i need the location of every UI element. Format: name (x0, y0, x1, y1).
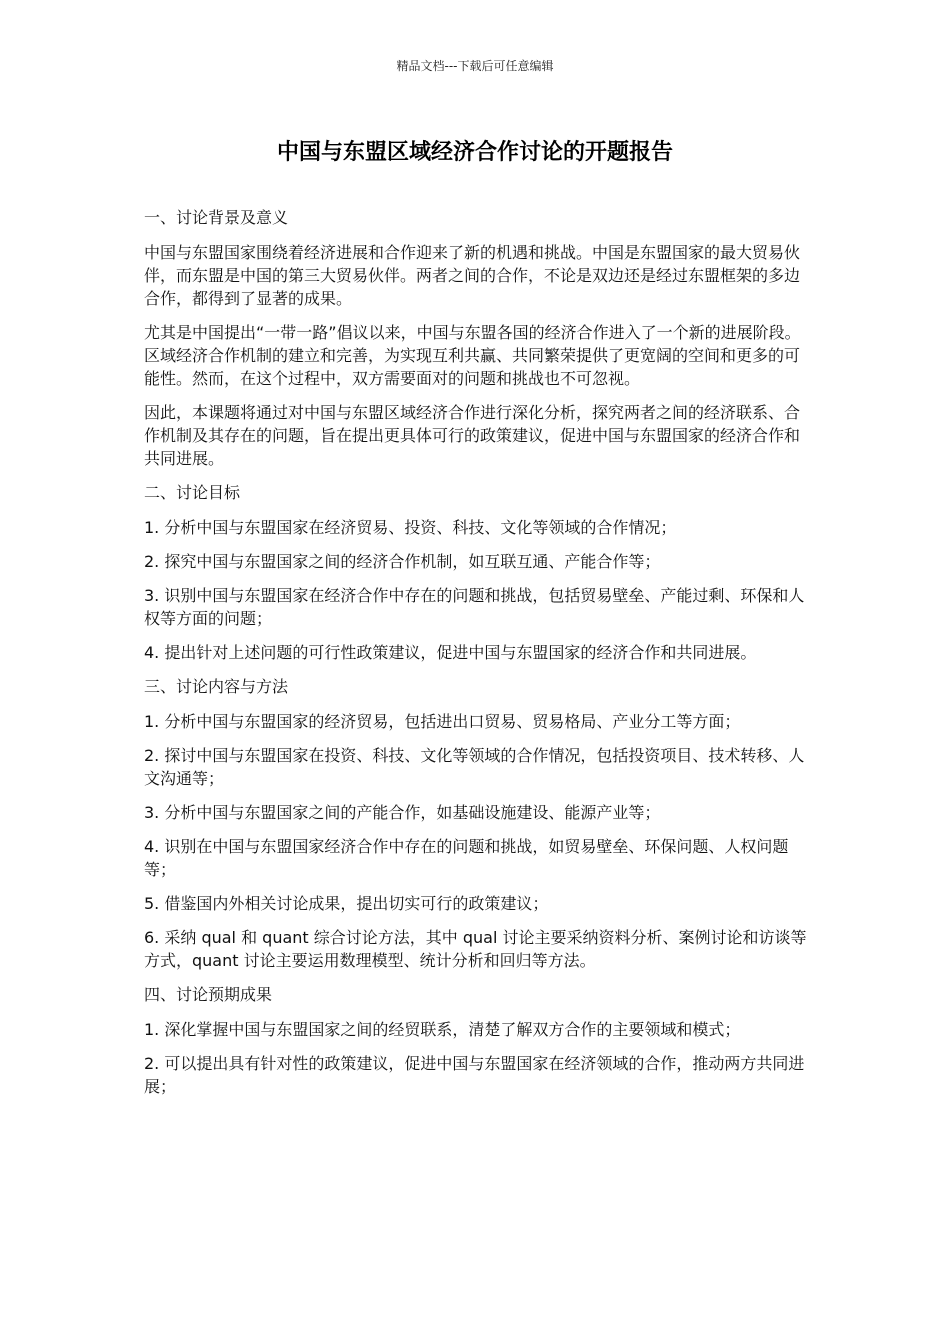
section-2-item: 1. 分析中国与东盟国家在经济贸易、投资、科技、文化等领域的合作情况； (144, 518, 677, 537)
section-3-item: 6. 采纳 qual 和 quant 综合讨论方法，其中 qual 讨论主要采纳资料分析、案例讨论和访谈等方式，quant 讨论主要运用数理模型、统计分析和回归等方法。 (144, 928, 807, 970)
section-1-paragraph: 中国与东盟国家围绕着经济进展和合作迎来了新的机遇和挑战。中国是东盟国家的最大贸易伙伴，而东盟是中国的第三大贸易伙伴。两者之间的合作，不论是双边还是经过东盟框架的多边合作，都得到了显著的成果。 (144, 243, 801, 308)
section-2-item: 4. 提出针对上述问题的可行性政策建议，促进中国与东盟国家的经济合作和共同进展。 (144, 643, 757, 662)
section-3-item: 4. 识别在中国与东盟国家经济合作中存在的问题和挑战，如贸易壁垒、环保问题、人权问题等； (144, 837, 789, 879)
section-3-item: 5. 借鉴国内外相关讨论成果，提出切实可行的政策建议； (144, 894, 549, 913)
section-3-item: 3. 分析中国与东盟国家之间的产能合作，如基础设施建设、能源产业等； (144, 803, 661, 822)
section-3-item: 1. 分析中国与东盟国家的经济贸易，包括进出口贸易、贸易格局、产业分工等方面； (144, 712, 741, 731)
section-3-heading: 三、讨论内容与方法 (144, 677, 289, 696)
section-3-item: 2. 探讨中国与东盟国家在投资、科技、文化等领域的合作情况，包括投资项目、技术转移、人文沟通等； (144, 746, 805, 788)
section-4-heading: 四、讨论预期成果 (144, 985, 273, 1004)
section-4-item: 2. 可以提出具有针对性的政策建议，促进中国与东盟国家在经济领域的合作，推动两方共同进展； (144, 1054, 805, 1096)
section-2-item: 3. 识别中国与东盟国家在经济合作中存在的问题和挑战，包括贸易壁垒、产能过剩、环保和人权等方面的问题； (144, 586, 805, 628)
section-2-item: 2. 探究中国与东盟国家之间的经济合作机制，如互联互通、产能合作等； (144, 552, 661, 571)
section-2-heading: 二、讨论目标 (144, 483, 241, 502)
page-header: 精品文档---下载后可任意编辑 (396, 59, 554, 73)
section-1-paragraph: 尤其是中国提出“一带一路”倡议以来，中国与东盟各国的经济合作进入了一个新的进展阶段。区域经济合作机制的建立和完善，为实现互利共赢、共同繁荣提供了更宽阔的空间和更多的可能性。然而，在这个过程中，双方需要面对的问题和挑战也不可忽视。 (144, 323, 801, 388)
section-4-item: 1. 深化掌握中国与东盟国家之间的经贸联系，清楚了解双方合作的主要领域和模式； (144, 1020, 741, 1039)
section-1-heading: 一、讨论背景及意义 (144, 208, 289, 227)
section-1-paragraph: 因此，本课题将通过对中国与东盟区域经济合作进行深化分析，探究两者之间的经济联系、合作机制及其存在的问题，旨在提出更具体可行的政策建议，促进中国与东盟国家的经济合作和共同进展。 (144, 403, 801, 468)
document-title: 中国与东盟区域经济合作讨论的开题报告 (276, 140, 673, 165)
document-body (144, 206, 810, 1109)
